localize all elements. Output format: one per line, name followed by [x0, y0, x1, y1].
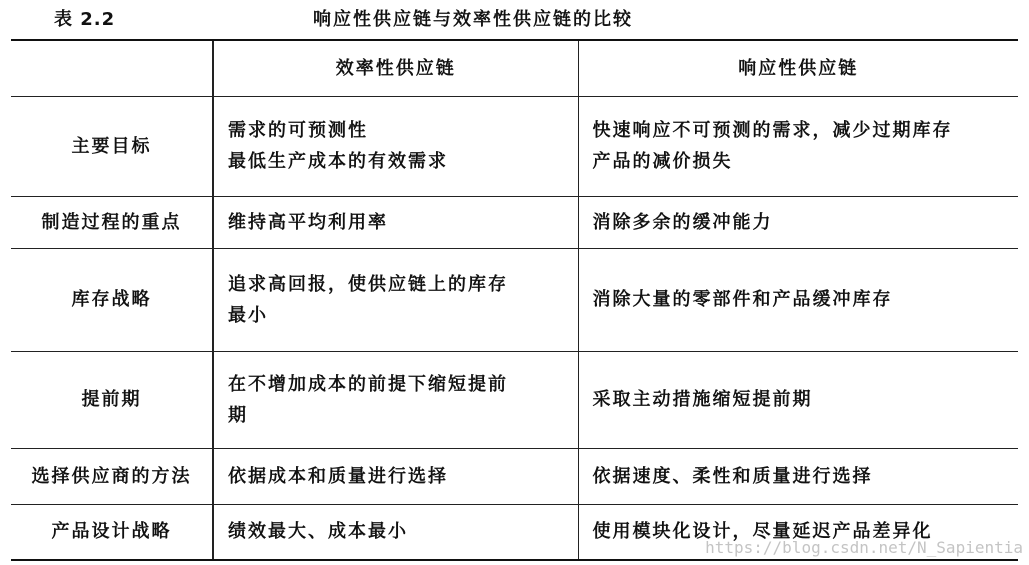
cell-line: 绩效最大、成本最小: [228, 521, 408, 543]
row-label: 制造过程的重点: [11, 196, 213, 248]
row-label: 主要目标: [11, 96, 213, 196]
table-row: [11, 96, 1018, 196]
cell-line: 快速响应不可预测的需求，减少过期库存: [592, 120, 953, 141]
row-label: 选择供应商的方法: [11, 448, 213, 504]
efficient-cell: [213, 248, 578, 351]
cell-line: 使用模块化设计，尽量延迟产品差异化: [592, 521, 933, 543]
cell-line: 依据速度、柔性和质量进行选择: [592, 465, 873, 487]
comparison-table: [11, 39, 1018, 561]
cell-line: 采取主动措施缩短提前期: [592, 389, 813, 410]
responsive-cell: [578, 196, 1018, 248]
table-number: 表 2.2: [54, 9, 116, 30]
cell-line: 追求高回报，使供应链上的库存: [228, 273, 508, 295]
responsive-cell: [578, 448, 1018, 504]
table-row: [11, 448, 1018, 504]
row-label: 产品设计战略: [11, 504, 213, 560]
efficient-cell: [213, 96, 578, 196]
efficient-cell: [213, 504, 578, 560]
table-row: [11, 248, 1018, 351]
table-row: [11, 351, 1018, 448]
cell-line: 依据成本和质量进行选择: [228, 465, 448, 487]
cell-line: 维持高平均利用率: [228, 211, 388, 233]
responsive-cell: [578, 248, 1018, 351]
efficient-cell: [213, 196, 578, 248]
cell-line: 产品的减价损失: [592, 151, 733, 172]
responsive-cell: [578, 351, 1018, 448]
table-row: [11, 196, 1018, 248]
header-efficient: 效率性供应链: [213, 40, 578, 96]
row-label: 库存战略: [11, 248, 213, 351]
header-responsive: 响应性供应链: [578, 40, 1018, 96]
efficient-cell: [213, 448, 578, 504]
efficient-cell: [213, 351, 578, 448]
cell-line: 消除大量的零部件和产品缓冲库存: [592, 289, 893, 310]
header-empty-cell: [11, 40, 213, 96]
cell-line: 在不增加成本的前提下缩短提前: [228, 373, 508, 395]
cell-line: 期: [228, 404, 248, 426]
watermark-url: https://blog.csdn.net/N_Sapientia: [705, 538, 1023, 557]
row-label: 提前期: [11, 351, 213, 448]
table-header-row: [11, 40, 1018, 96]
cell-line: 消除多余的缓冲能力: [592, 211, 773, 233]
responsive-cell: [578, 96, 1018, 196]
cell-line: 最低生产成本的有效需求: [228, 151, 448, 172]
table-title: 响应性供应链与效率性供应链的比较: [313, 9, 633, 30]
cell-line: 需求的可预测性: [228, 120, 368, 141]
cell-line: 最小: [228, 304, 268, 326]
